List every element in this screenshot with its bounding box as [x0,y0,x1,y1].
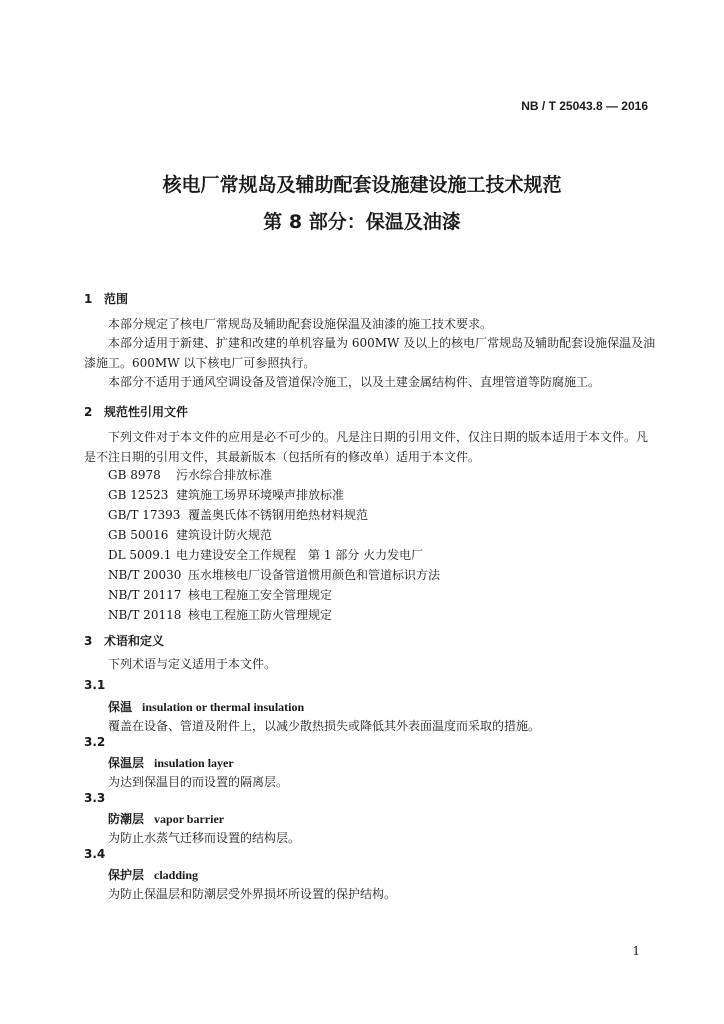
standard-code: NB / T 25043.8 — 2016 [521,99,648,113]
section-2-intro: 下列文件对于本文件的应用是必不可少的。凡是注日期的引用文件，仅注日期的版本适用于本文件。凡是不注日期的引用文件，其最新版本（包括所有的修改单）适用于本文件。 [84,430,649,464]
reference-title: 建筑施工场界环境噪声排放标准 [176,488,345,502]
term-english: insulation layer [154,756,234,770]
reference-item [108,586,332,603]
section-1-paragraph-1: 本部分规定了核电厂常规岛及辅助配套设施保温及油漆的施工技术要求。 [108,317,493,331]
reference-code: NB/T 20030 [108,568,182,582]
reference-code: GB 8978 [108,468,161,482]
term-definition: 为达到保温目的而设置的隔离层。 [108,775,289,789]
term-english: vapor barrier [154,812,225,826]
reference-title: 电力建设安全工作规程 第 1 部分 火力发电厂 [176,548,424,562]
reference-code: NB/T 20118 [108,608,182,622]
reference-item [108,466,272,483]
reference-code: GB 12523 [108,488,169,502]
term-entry [108,810,224,827]
term-english: insulation or thermal insulation [142,700,305,714]
reference-item [108,566,440,583]
term-chinese: 保温层 [108,756,145,770]
term-english: cladding [154,868,199,882]
section-title: 规范性引用文件 [104,405,189,419]
term-number: 3.3 [84,791,106,805]
term-definition: 覆盖在设备、管道及附件上，以减少散热损失或降低其外表面温度而采取的措施。 [108,719,541,733]
reference-title: 压水堆核电厂设备管道惯用颜色和管道标识方法 [188,568,441,582]
page-number: 1 [632,944,640,958]
section-1-heading [84,290,128,307]
section-3-intro: 下列术语与定义适用于本文件。 [108,657,277,671]
term-chinese: 保温 [108,700,133,714]
section-number: 2 [84,405,93,419]
section-title: 术语和定义 [104,634,165,648]
term-number: 3.4 [84,847,106,861]
term-chinese: 保护层 [108,868,145,882]
section-1-paragraph-2: 本部分适用于新建、扩建和改建的单机容量为 600MW 及以上的核电厂常规岛及辅助配套设施保温及油漆施工。600MW 以下核电厂可参照执行。 [84,336,656,370]
document-subtitle: 第 8 部分：保温及油漆 [263,211,461,233]
term-definition: 为防止水蒸气迁移而设置的结构层。 [108,831,301,845]
reference-item [108,486,344,503]
section-1-paragraph-3: 本部分不适用于通风空调设备及管道保冷施工，以及土建金属结构件、直埋管道等防腐施工。 [108,375,601,389]
section-2-heading [84,403,188,420]
section-number: 3 [84,634,93,648]
term-entry [108,698,304,715]
section-3-heading [84,632,164,649]
reference-title: 建筑设计防火规范 [176,528,273,542]
term-number: 3.2 [84,735,106,749]
reference-title: 核电工程施工安全管理规定 [188,588,333,602]
reference-item [108,546,423,563]
document-title: 核电厂常规岛及辅助配套设施建设施工技术规范 [162,174,562,196]
reference-title: 覆盖奥氏体不锈钢用绝热材料规范 [188,508,369,522]
section-title: 范围 [104,292,129,306]
term-entry [108,866,198,883]
reference-code: NB/T 20117 [108,588,182,602]
term-entry [108,754,234,771]
reference-code: GB/T 17393 [108,508,181,522]
section-number: 1 [84,292,93,306]
reference-item [108,606,332,623]
reference-item [108,506,368,523]
reference-code: GB 50016 [108,528,169,542]
reference-title: 污水综合排放标准 [176,468,273,482]
reference-code: DL 5009.1 [108,548,172,562]
reference-title: 核电工程施工防火管理规定 [188,608,333,622]
term-number: 3.1 [84,678,106,692]
reference-item [108,526,272,543]
term-chinese: 防潮层 [108,812,145,826]
term-definition: 为防止保温层和防潮层受外界损坏所设置的保护结构。 [108,887,397,901]
